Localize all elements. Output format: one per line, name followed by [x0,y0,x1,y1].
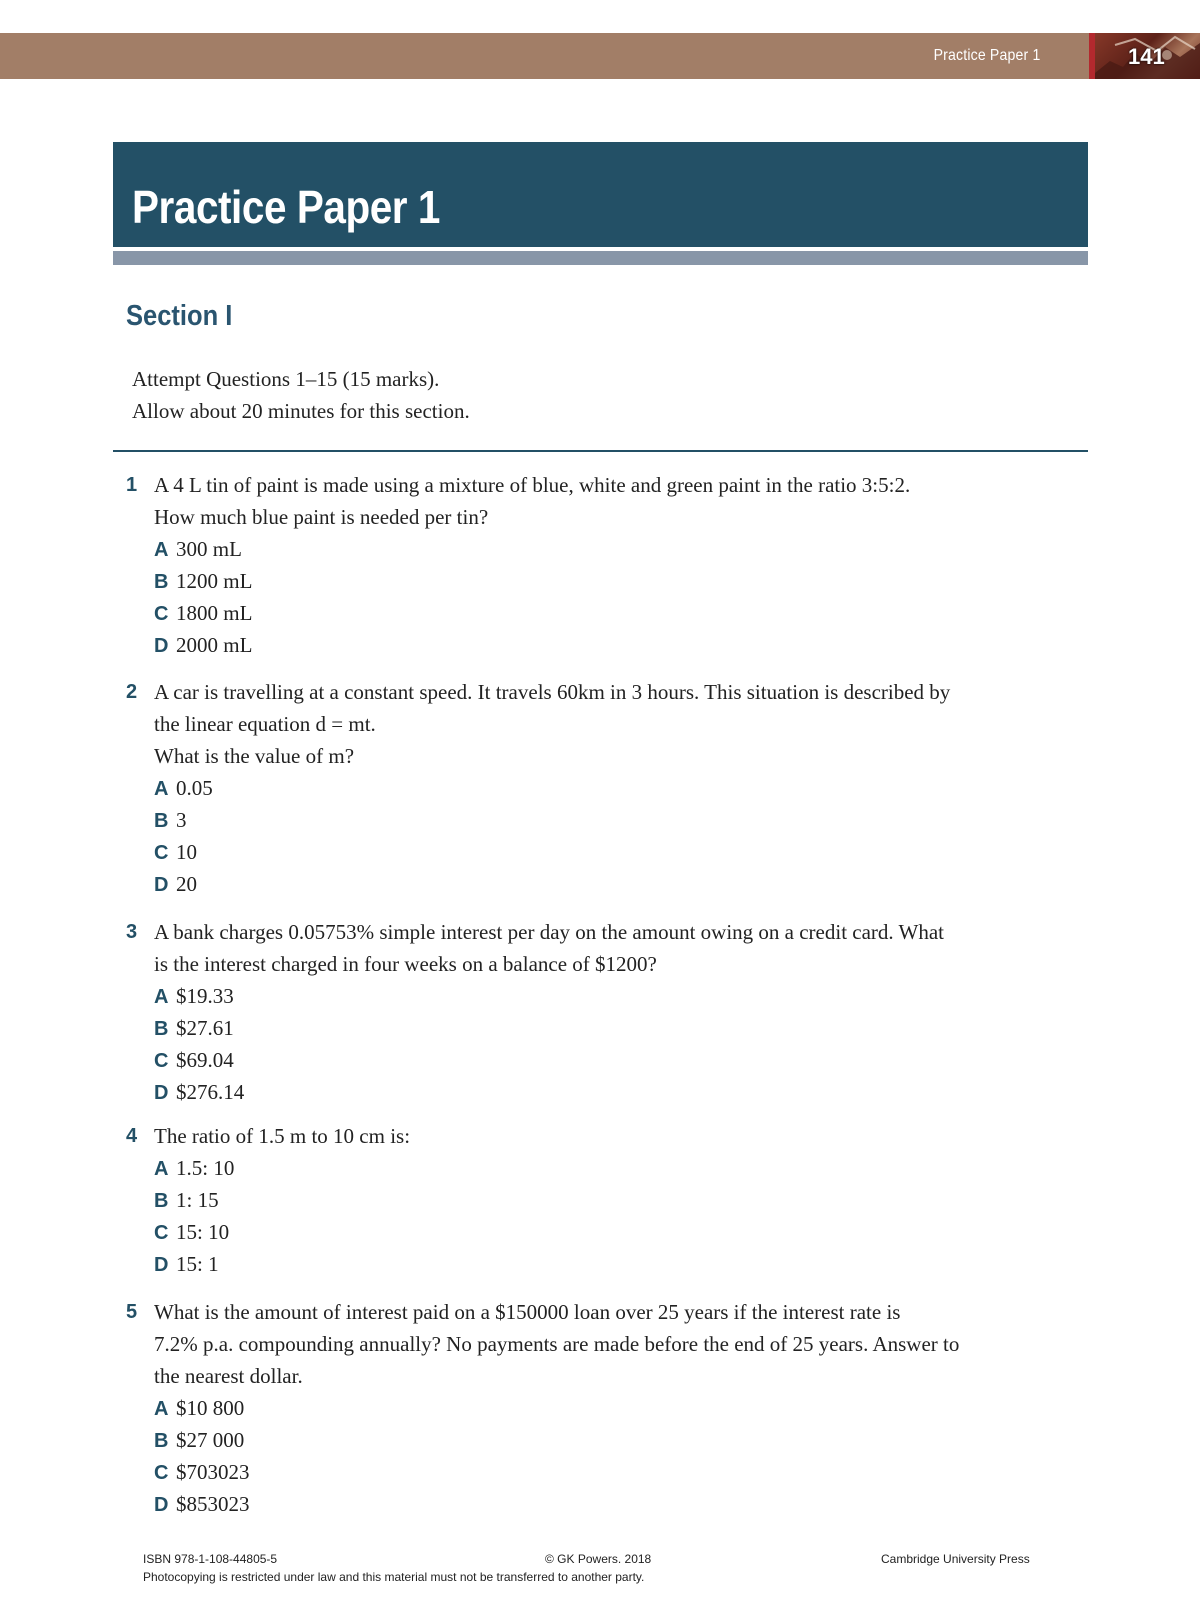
option-text: 1800 mL [176,601,253,625]
option-a[interactable] [154,533,252,565]
instruction-line: Allow about 20 minutes for this section. [132,399,470,423]
question-text [154,676,1084,772]
option-b[interactable] [154,1012,244,1044]
question-line: What is the value of m? [154,744,355,768]
question-number: 3 [126,921,138,943]
option-c[interactable] [154,597,252,629]
option-text: $27.61 [176,1016,234,1040]
question-line: How much blue paint is needed per tin? [154,505,489,529]
option-letter: D [154,1254,169,1276]
option-text: $19.33 [176,984,234,1008]
option-text: 1200 mL [176,569,253,593]
option-text: $10 800 [176,1396,245,1420]
running-title: Practice Paper 1 [933,47,1040,64]
option-c[interactable] [154,1456,250,1488]
option-a[interactable] [154,1152,234,1184]
question-text [154,469,1084,533]
option-letter: A [154,778,169,800]
footer-copyright: © GK Powers. 2018 [545,1552,652,1566]
option-d[interactable] [154,1488,250,1520]
option-text: 10 [176,840,197,864]
option-letter: B [154,571,169,593]
page-number: 141 [1128,44,1165,69]
answer-options [154,533,252,661]
question-number: 1 [126,474,138,496]
section-divider [113,450,1088,452]
option-text: $853023 [176,1492,250,1516]
option-d[interactable] [154,1248,234,1280]
question-line: the linear equation d = mt. [154,712,376,736]
option-text: 15: 10 [176,1220,230,1244]
option-letter: B [154,1018,169,1040]
option-text: $276.14 [176,1080,245,1104]
question-number: 2 [126,681,138,703]
option-text: 20 [176,872,197,896]
option-text: 1.5: 10 [176,1156,235,1180]
option-letter: D [154,1494,169,1516]
option-d[interactable] [154,1076,244,1108]
question-line: A car is travelling at a constant speed. It travels 60km in 3 hours. This situation is described by [154,680,951,704]
option-letter: D [154,874,169,896]
section-instructions [132,363,470,427]
option-text: 300 mL [176,537,242,561]
option-a[interactable] [154,772,213,804]
option-text: $703023 [176,1460,250,1484]
option-letter: C [154,1462,169,1484]
option-b[interactable] [154,565,252,597]
option-letter: B [154,1190,169,1212]
section-heading: Section I [126,300,233,332]
question-number: 4 [126,1125,138,1147]
option-b[interactable] [154,1424,250,1456]
answer-options [154,772,213,900]
option-text: 0.05 [176,776,213,800]
question-number: 5 [126,1301,138,1323]
answer-options [154,1152,234,1280]
question-text [154,916,1084,980]
option-c[interactable] [154,1216,234,1248]
title-underbar [113,251,1088,265]
question-line: What is the amount of interest paid on a $150000 loan over 25 years if the interest rate is [154,1300,901,1324]
option-d[interactable] [154,629,252,661]
option-letter: A [154,1158,169,1180]
option-letter: A [154,539,169,561]
footer-publisher: Cambridge University Press [881,1552,1030,1566]
question-line: The ratio of 1.5 m to 10 cm is: [154,1124,411,1148]
option-text: 2000 mL [176,633,253,657]
option-b[interactable] [154,1184,234,1216]
option-text: 3 [176,808,187,832]
question-line: 7.2% p.a. compounding annually? No payments are made before the end of 25 years. Answer to [154,1332,960,1356]
option-letter: B [154,810,169,832]
option-letter: C [154,1050,169,1072]
question-line: is the interest charged in four weeks on a balance of $1200? [154,952,657,976]
option-letter: D [154,635,169,657]
option-text: $27 000 [176,1428,245,1452]
footer-notice: Photocopying is restricted under law and this material must not be transferred to another party. [143,1570,645,1584]
answer-options [154,1392,250,1520]
option-letter: D [154,1082,169,1104]
question-line: the nearest dollar. [154,1364,303,1388]
question-line: A bank charges 0.05753% simple interest per day on the amount owing on a credit card. What [154,920,945,944]
option-letter: A [154,1398,169,1420]
option-letter: C [154,1222,169,1244]
title-banner [113,142,1088,247]
question-text [154,1120,1084,1152]
option-b[interactable] [154,804,213,836]
option-a[interactable] [154,980,244,1012]
option-letter: B [154,1430,169,1452]
option-text: 15: 1 [176,1252,219,1276]
option-d[interactable] [154,868,213,900]
option-text: $69.04 [176,1048,234,1072]
option-letter: C [154,603,169,625]
option-text: 1: 15 [176,1188,219,1212]
option-letter: A [154,986,169,1008]
question-text [154,1296,1084,1392]
option-letter: C [154,842,169,864]
page-title: Practice Paper 1 [132,181,441,233]
question-line: A 4 L tin of paint is made using a mixture of blue, white and green paint in the ratio 3:5:2. [154,473,911,497]
answer-options [154,980,244,1108]
instruction-line: Attempt Questions 1–15 (15 marks). [132,367,440,391]
option-c[interactable] [154,836,213,868]
option-c[interactable] [154,1044,244,1076]
option-a[interactable] [154,1392,250,1424]
footer-isbn: ISBN 978-1-108-44805-5 [143,1552,278,1566]
